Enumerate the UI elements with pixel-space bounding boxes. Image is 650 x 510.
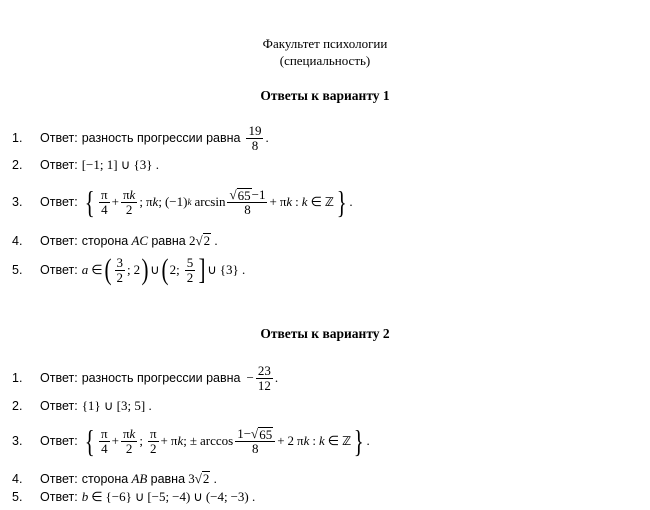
formula: a ∈ ( $\frac{3}{2}$ ; 2 ) ∪ ( 2; $\frac{5}{2}$ ] ∪ {3} . (81, 253, 246, 286)
v2-answer-2: 2. Ответ: {1} ∪ [3; 5] . (12, 398, 152, 413)
v1-answer-1: 1. Ответ: разность прогрессии равна $\frac{19}{8}$ . (12, 122, 269, 153)
v2-answer-4: 4. Ответ: сторона AB равна 3 √ 2 . (12, 471, 217, 486)
formula: { $\frac{\pi}{4}$ + $\frac{\pi k}{2}$ ; $\frac{\pi}{2}$ + π k ; ± arccos 1−√ 65 8 + 2 π k : k ∈ ℤ } . (84, 423, 370, 459)
faculty-title: Факультет психологии (262, 36, 388, 51)
v2-answer-1: 1. Ответ: разность прогрессии равна − $\frac{23}{12}$ . (12, 362, 279, 393)
formula: { $\frac{\pi}{4}$ + $\frac{\pi k}{2}$ ; π k ; (−1) k arcsin √ 65 −1 8 + π k : k ∈ ℤ } . (84, 184, 353, 220)
v2-answer-5: 5. Ответ: b ∈ {−6} ∪ [−5; −4) ∪ (−4; −3) . (12, 489, 256, 504)
v2-answer-3: 3. Ответ: { $\frac{\pi}{4}$ + $\frac{\pi k}{2}$ ; $\frac{\pi}{2}$ + π k ; ± arccos 1−√ 65 8 + 2 π k : k ∈ ℤ } . (12, 423, 370, 459)
v1-answer-4: 4. Ответ: сторона AC равна 2 √ 2 . (12, 233, 218, 248)
v1-answer-2: 2. Ответ: [−1; 1] ∪ {3} . (12, 157, 160, 172)
v1-answer-5: 5. Ответ: a ∈ ( $\frac{3}{2}$ ; 2 ) ∪ ( 2; $\frac{5}{2}$ ] ∪ {3} . (12, 253, 246, 286)
fraction: $\frac{23}{12}$ (257, 362, 271, 393)
fraction: $\frac{19}{8}$ (248, 122, 262, 153)
v1-answer-3: 3. Ответ: { $\frac{\pi}{4}$ + $\frac{\pi k}{2}$ ; π k ; (−1) k arcsin √ 65 −1 8 + π k : k ∈ ℤ } . (12, 184, 353, 220)
variant1-title: Ответы к варианту 1 (260, 88, 390, 103)
formula: b ∈ {−6} ∪ [−5; −4) ∪ (−4; −3) . (81, 489, 256, 504)
variant2-title: Ответы к варианту 2 (260, 326, 390, 341)
specialty-subtitle: (специальность) (279, 53, 371, 68)
